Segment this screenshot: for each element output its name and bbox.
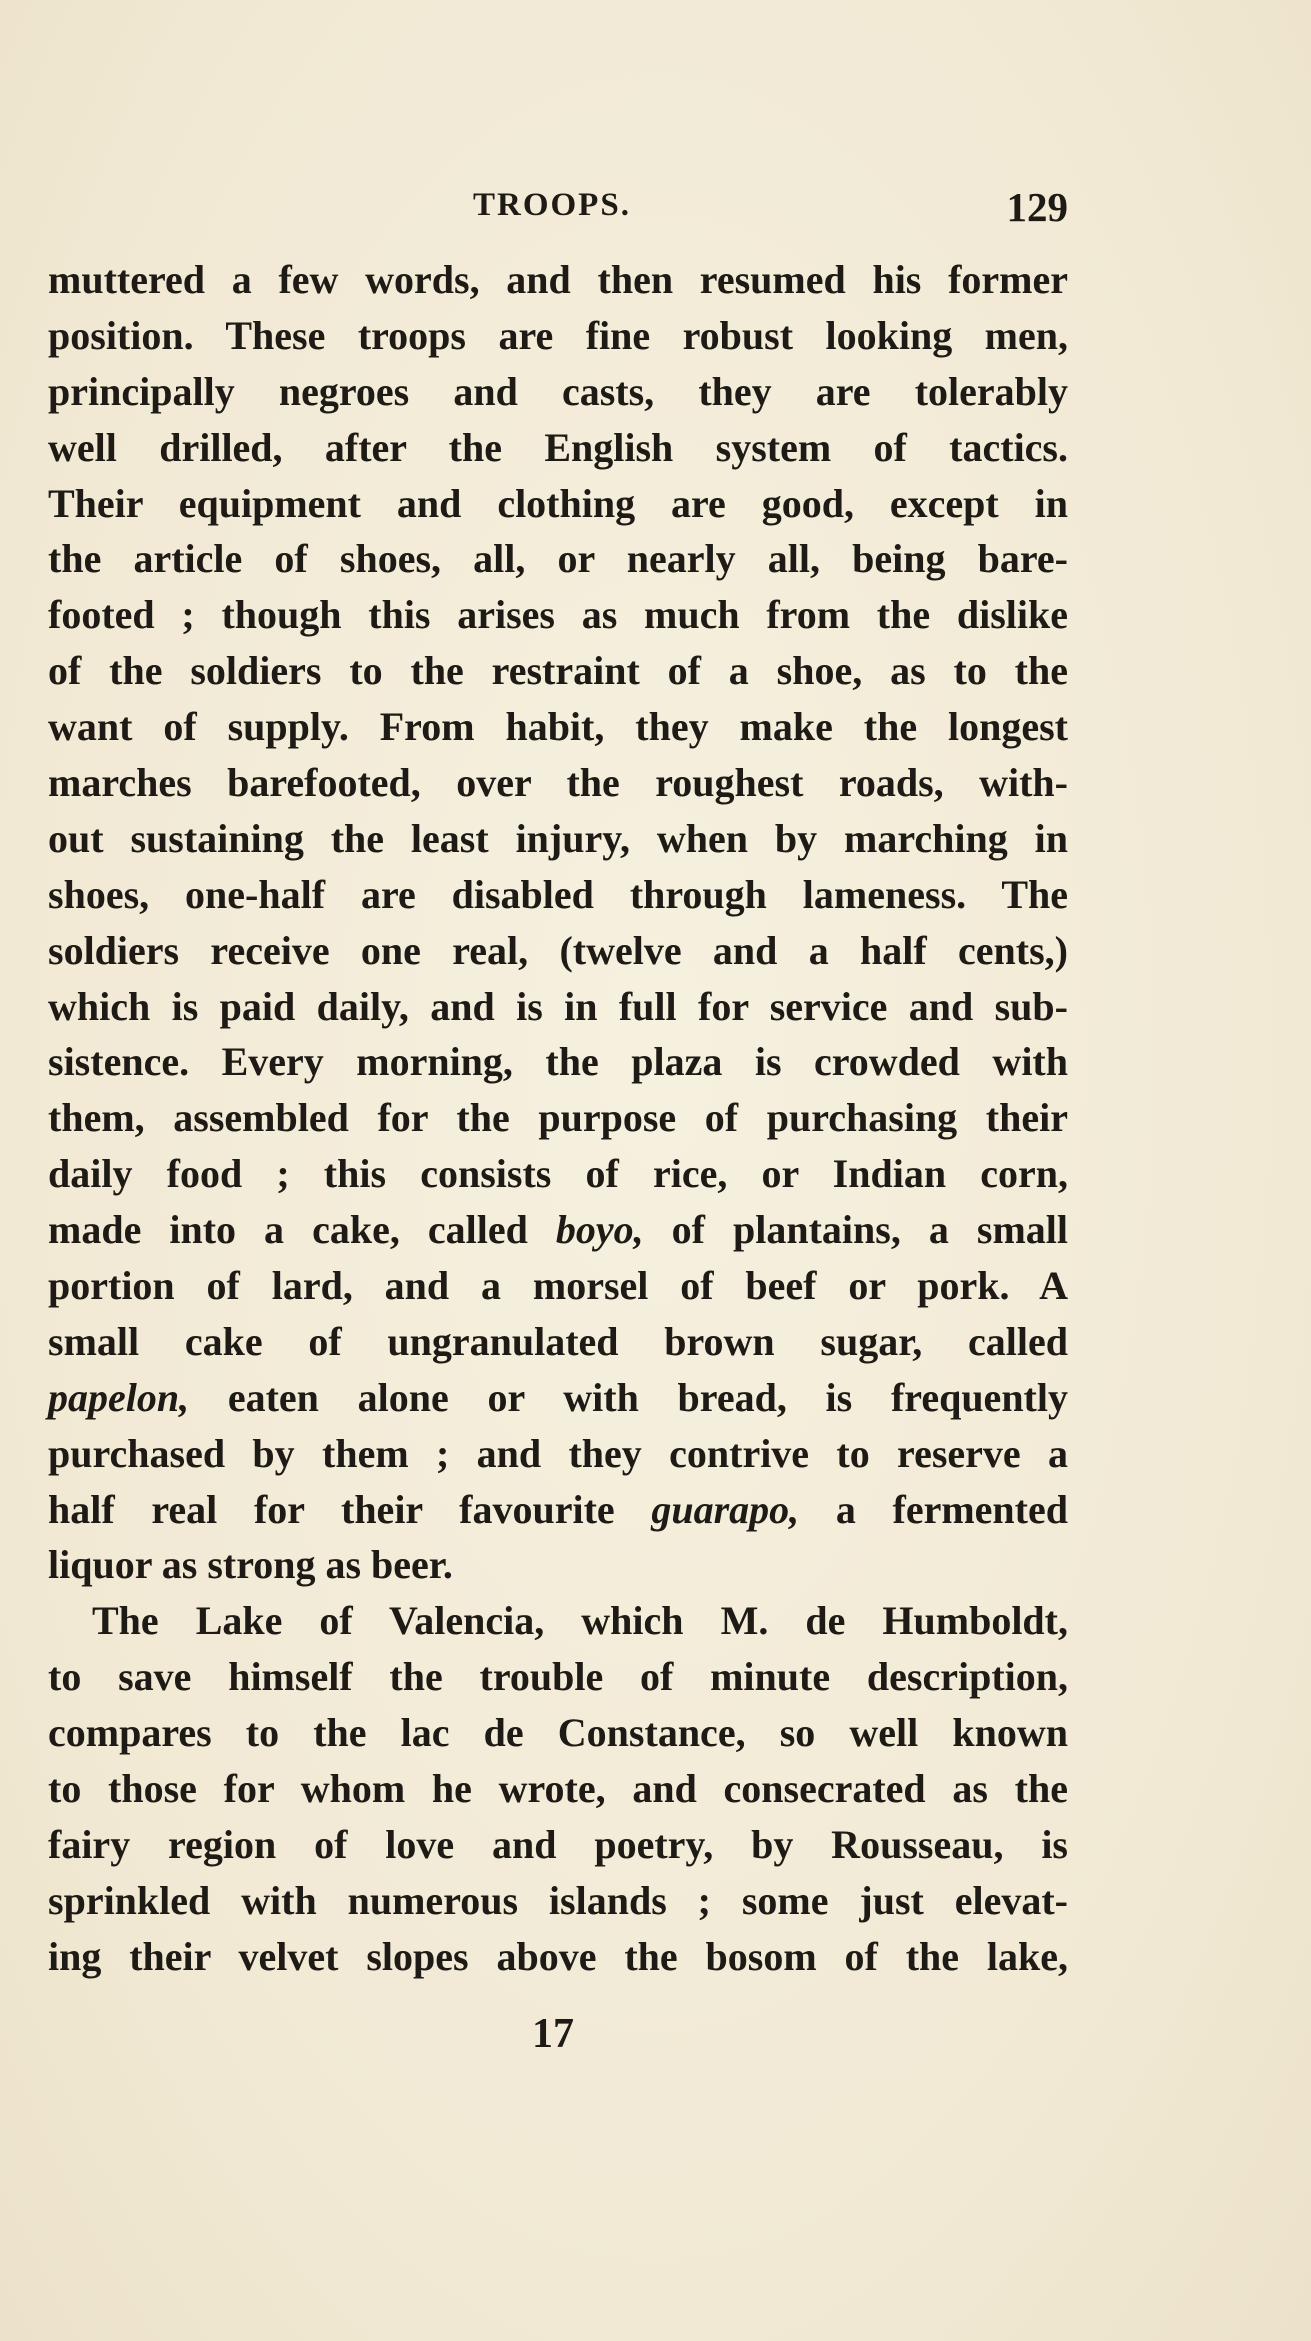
text-line: of the soldiers to the restraint of a shoe, as to the: [48, 648, 1068, 694]
text-line: marches barefooted, over the roughest roads, with-: [48, 760, 1068, 806]
text-line-italic: [48, 1370, 1068, 1426]
text-segment: a fermented: [799, 1486, 1068, 1532]
text-line: principally negroes and casts, they are tolerably: [48, 368, 1068, 414]
text-line: to those for whom he wrote, and consecrated as the: [48, 1766, 1068, 1812]
paragraph-end-line: liquor as strong as beer.: [48, 1542, 453, 1588]
text-line: ing their velvet slopes above the bosom of the lake,: [48, 1933, 1068, 1979]
text-line: fairy region of love and poetry, by Rousseau, is: [48, 1821, 1068, 1867]
running-head: TROOPS.: [473, 187, 631, 223]
text-line: to save himself the trouble of minute description,: [48, 1654, 1068, 1700]
body-text: [48, 252, 1068, 1985]
text-line: compares to the lac de Constance, so well known: [48, 1710, 1068, 1756]
text-line: Their equipment and clothing are good, except in: [48, 480, 1068, 526]
text-line: purchased by them ; and they contrive to reserve a: [48, 1430, 1068, 1476]
text-line: daily food ; this consists of rice, or Indian corn,: [48, 1151, 1068, 1197]
signature-mark: 17: [532, 2011, 574, 2057]
text-line: them, assembled for the purpose of purchasing their: [48, 1095, 1068, 1141]
italic-term: guarapo,: [651, 1486, 800, 1532]
paragraph-start-line: The Lake of Valencia, which M. de Humboldt,: [92, 1598, 1068, 1644]
text-segment: half real for their favourite: [48, 1486, 652, 1532]
text-line: want of supply. From habit, they make the longest: [48, 704, 1068, 750]
text-line: sistence. Every morning, the plaza is crowded with: [48, 1039, 1068, 1085]
text-line: the article of shoes, all, or nearly all, being bare-: [48, 536, 1068, 582]
page-number: 129: [1006, 184, 1068, 230]
text-line: shoes, one-half are disabled through lameness. The: [48, 871, 1068, 917]
text-line: small cake of ungranulated brown sugar, called: [48, 1318, 1068, 1364]
text-line-italic: [48, 1202, 1068, 1258]
text-segment: made into a cake, called: [48, 1207, 556, 1253]
text-line: well drilled, after the English system of tactics.: [48, 424, 1068, 470]
text-segment: eaten alone or with bread, is frequently: [189, 1374, 1068, 1420]
text-line: sprinkled with numerous islands ; some just elevat-: [48, 1877, 1068, 1923]
text-line: soldiers receive one real, (twelve and a half cents,): [48, 927, 1068, 973]
text-line: position. These troops are fine robust looking men,: [48, 312, 1068, 358]
italic-term: boyo,: [555, 1207, 644, 1253]
text-line: muttered a few words, and then resumed his former: [48, 257, 1068, 302]
text-line: out sustaining the least injury, when by marching in: [48, 815, 1068, 861]
text-line: which is paid daily, and is in full for service and sub-: [48, 983, 1068, 1029]
text-line: portion of lard, and a morsel of beef or pork. A: [48, 1263, 1068, 1309]
text-line: footed ; though this arises as much from the dislike: [48, 592, 1068, 638]
text-segment: of plantains, a small: [643, 1207, 1069, 1253]
text-line-italic: [48, 1482, 1068, 1538]
italic-term: papelon,: [48, 1374, 190, 1420]
page-header: [48, 183, 1068, 243]
